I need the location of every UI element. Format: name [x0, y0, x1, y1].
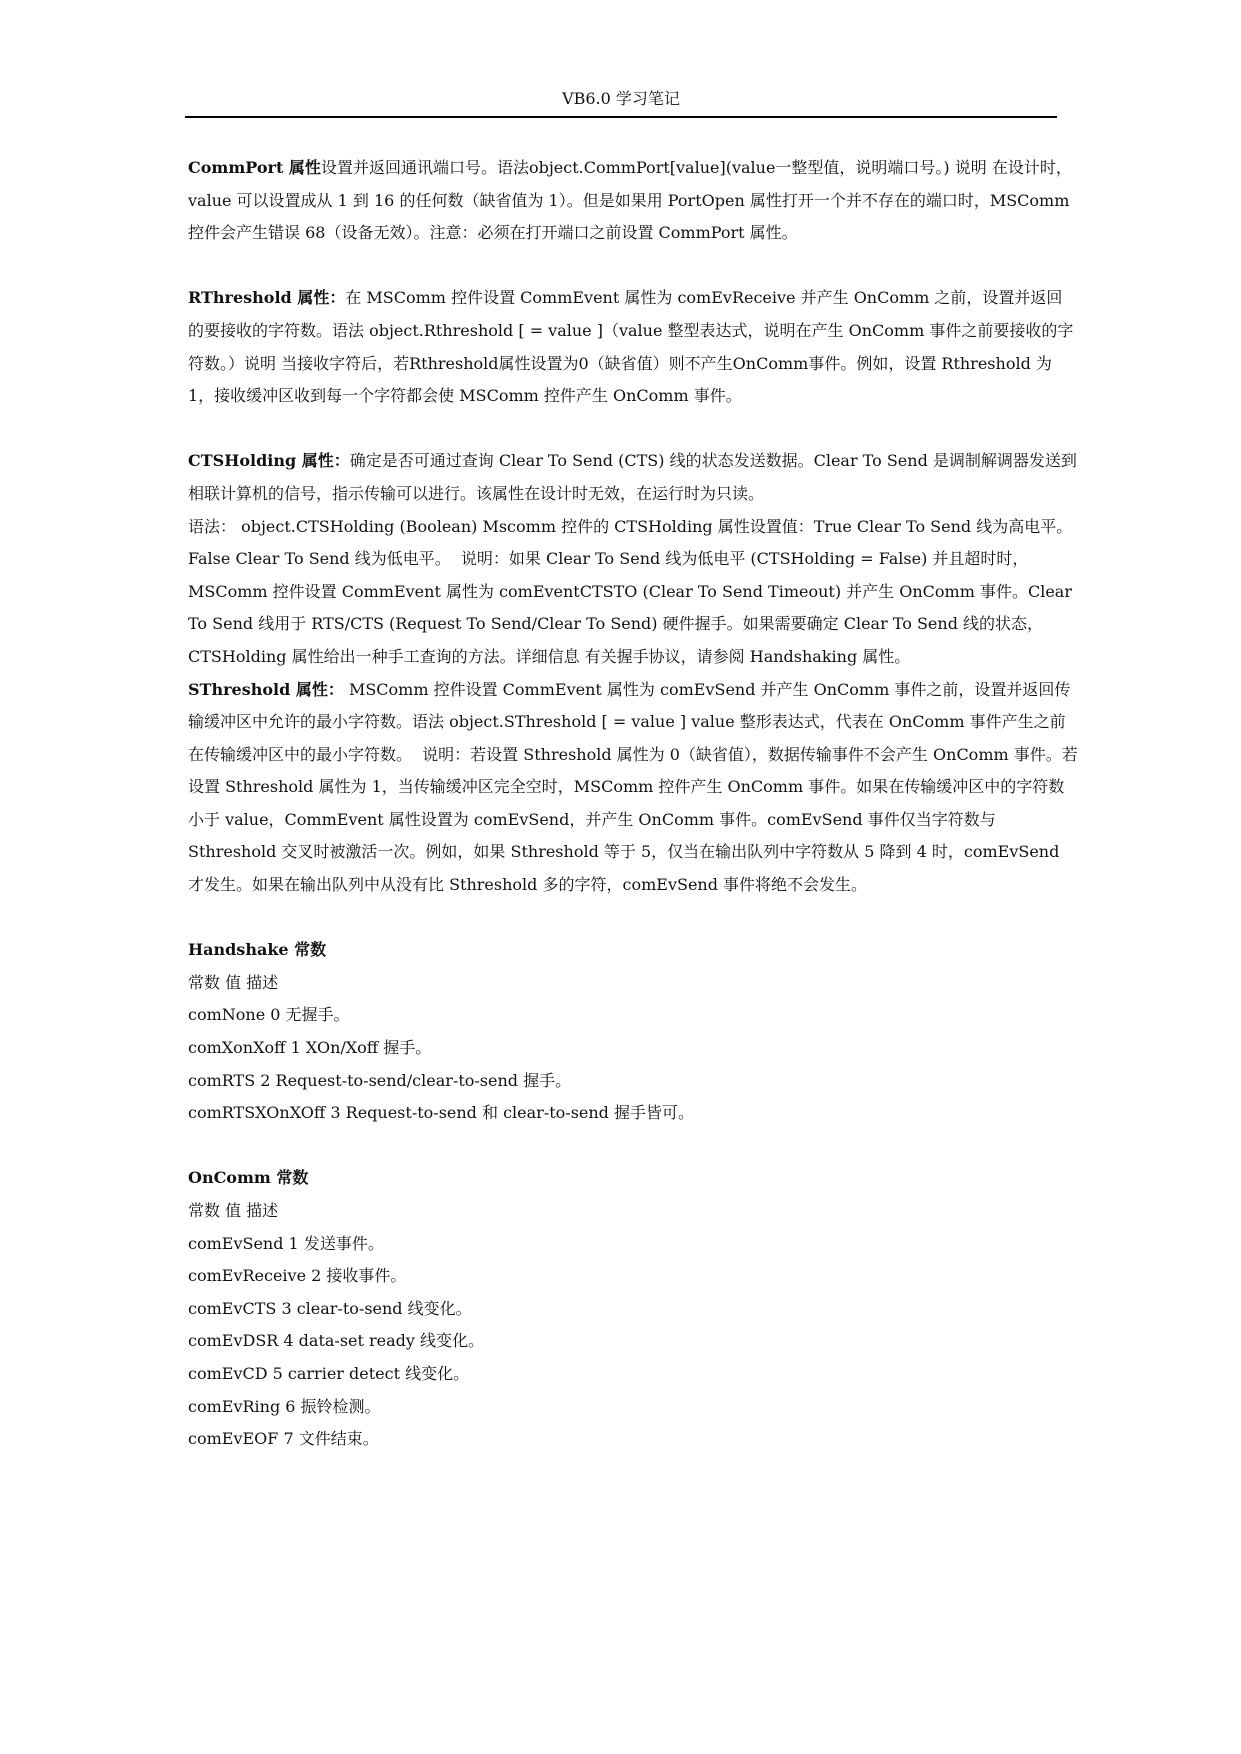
handshake-row: comNone 0 无握手。 — [188, 1005, 350, 1025]
handshake-row: comRTS 2 Request-to-send/clear-to-send 握手。 — [188, 1070, 572, 1090]
oncomm-row: comEvCD 5 carrier detect 线变化。 — [188, 1363, 470, 1383]
page-header — [185, 88, 1057, 118]
oncomm-section-title: OnComm 常数 — [188, 1168, 309, 1188]
oncomm-row: comEvEOF 7 文件结束。 — [188, 1429, 379, 1449]
handshake-section-title: Handshake 常数 — [188, 940, 327, 960]
oncomm-row: comEvRing 6 振铃检测。 — [188, 1396, 381, 1416]
handshake-row: comXonXoff 1 XOn/Xoff 握手。 — [188, 1038, 432, 1058]
oncomm-row: comEvDSR 4 data-set ready 线变化。 — [188, 1331, 485, 1351]
spacer — [188, 250, 1078, 283]
oncomm-row: comEvSend 1 发送事件。 — [188, 1233, 384, 1253]
rthreshold-term: RThreshold 属性： — [188, 288, 346, 308]
commport-paragraph — [188, 152, 1078, 250]
commport-term: CommPort 属性 — [188, 158, 321, 177]
oncomm-row: comEvReceive 2 接收事件。 — [188, 1266, 407, 1286]
header-title: VB6.0 学习笔记 — [562, 89, 680, 108]
spacer — [188, 902, 1078, 935]
sthreshold-term: SThreshold 属性： — [188, 679, 344, 699]
spacer — [188, 1130, 1078, 1163]
rthreshold-paragraph — [188, 282, 1078, 412]
oncomm-table-header: 常数 值 描述 — [188, 1201, 279, 1220]
spacer — [188, 413, 1078, 446]
handshake-table-header: 常数 值 描述 — [188, 972, 279, 992]
commport-text: 设置并返回通讯端口号。语法object.CommPort[value](value一整型值，说明端口号。) 说明 在设计时，value 可以设置成从 1 到 16 的任何数（缺省值为 1）。但是如果用 PortOpen 属性打开一个并不存在的端口时，MSComm 控件会产生错误 68（设备无效）。注意：必须在打开端口之前设置 CommPort 属性。 — [188, 158, 1075, 243]
ctsholding-text: 确定是否可通过查询 Clear To Send (CTS) 线的状态发送数据。Clear To Send 是调制解调器发送到相联计算机的信号，指示传输可以进行。该属性在设计时无效，在运行时为只读。 语法： object.CTSHolding (Boolean) Mscomm 控件的 CTSHolding 属性设置值：True Clear To Send 线为高电平。 False Clear To Send 线为低电平。 说明：如果 Clear To Send 线为低电平 (CTSHolding = False) 并且超时时，MSComm 控件设置 CommEvent 属性为 comEventCTSTO (Clear To Send Timeout) 并产生 OnComm 事件。Clear To Send 线用于 RTS/CTS (Request To Send/Clear To Send) 硬件握手。如果需要确定 Clear To Send 线的状态，CTSHolding 属性给出一种手工查询的方法。详细信息 有关握手协议，请参阅 Handshaking 属性。 — [188, 451, 1077, 666]
rthreshold-text: 在 MSComm 控件设置 CommEvent 属性为 comEvReceive 并产生 OnComm 之前，设置并返回的要接收的字符数。语法 object.Rthreshold [ = value ]（value 整型表达式，说明在产生 OnComm 事件之前要接收的字符数。）说明 当接收字符后，若Rthreshold属性设置为0（缺省值）则不产生OnComm事件。例如，设置 Rthreshold 为 1，接收缓冲区收到每一个字符都会使 MSComm 控件产生 OnComm 事件。 — [188, 288, 1074, 406]
sthreshold-paragraph — [188, 674, 1078, 902]
oncomm-row: comEvCTS 3 clear-to-send 线变化。 — [188, 1298, 472, 1318]
ctsholding-term: CTSHolding 属性： — [188, 451, 350, 471]
ctsholding-paragraph — [188, 445, 1078, 673]
document-body — [188, 152, 1078, 1456]
handshake-row: comRTSXOnXOff 3 Request-to-send 和 clear-to-send 握手皆可。 — [188, 1103, 695, 1123]
sthreshold-text: MSComm 控件设置 CommEvent 属性为 comEvSend 并产生 OnComm 事件之前，设置并返回传输缓冲区中允许的最小字符数。语法 object.SThreshold [ = value ] value 整形表达式，代表在 OnComm 事件产生之前在传输缓冲区中的最小字符数。 说明：若设置 Sthreshold 属性为 0（缺省值），数据传输事件不会产生 OnComm 事件。若设置 Sthreshold 属性为 1，当传输缓冲区完全空时，MSComm 控件产生 OnComm 事件。如果在传输缓冲区中的字符数小于 value，CommEvent 属性设置为 comEvSend，并产生 OnComm 事件。comEvSend 事件仅当字符数与 Sthreshold 交叉时被激活一次。例如，如果 Sthreshold 等于 5，仅当在输出队列中字符数从 5 降到 4 时，comEvSend 才发生。如果在输出队列中从没有比 Sthreshold 多的字符，comEvSend 事件将绝不会发生。 — [188, 679, 1078, 895]
